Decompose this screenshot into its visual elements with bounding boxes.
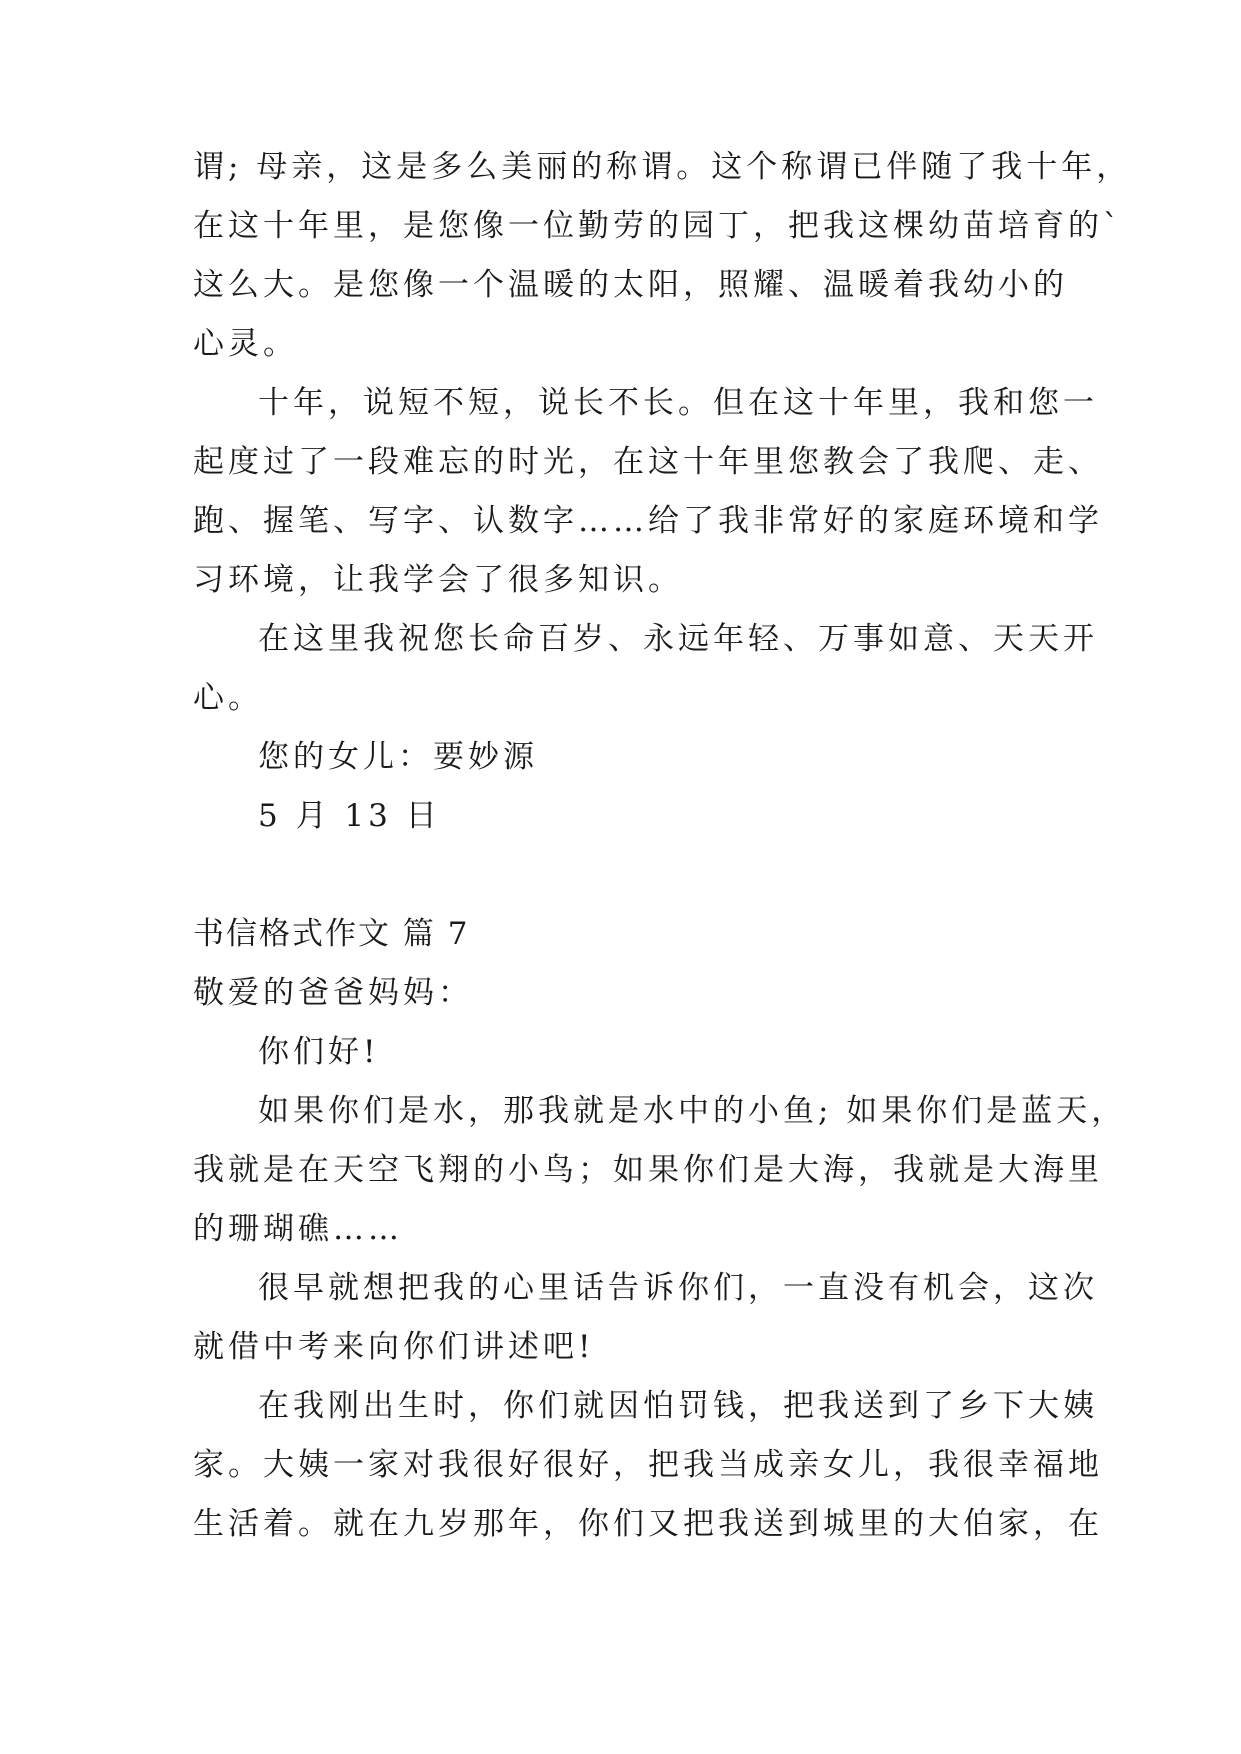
body-text-line: 起度过了一段难忘的时光，在这十年里您教会了我爬、走、	[193, 444, 1103, 480]
body-text-line: 很早就想把我的心里话告诉你们，一直没有机会，这次	[258, 1270, 1098, 1306]
body-text-line: 如果你们是水，那我就是水中的小鱼; 如果你们是蓝天，	[258, 1093, 1127, 1129]
body-text-line: 家。大姨一家对我很好很好，把我当成亲女儿，我很幸福地	[193, 1447, 1103, 1483]
letter-salutation: 敬爱的爸爸妈妈：	[193, 975, 473, 1011]
body-text-line: 心。	[193, 680, 263, 716]
section-heading: 书信格式作文 篇 7	[193, 916, 470, 952]
body-text-line: 我就是在天空飞翔的小鸟；如果你们是大海，我就是大海里	[193, 1152, 1103, 1188]
body-text-line: 在我刚出生时，你们就因怕罚钱，把我送到了乡下大姨	[258, 1388, 1098, 1424]
body-text-line: 在这里我祝您长命百岁、永远年轻、万事如意、天天开	[258, 621, 1098, 657]
body-text-line: 生活着。就在九岁那年，你们又把我送到城里的大伯家，在	[193, 1506, 1103, 1542]
letter-signature: 您的女儿：要妙源	[258, 739, 538, 775]
body-text-line: 心灵。	[193, 326, 298, 362]
letter-date: 5 月 13 日	[258, 798, 441, 834]
letter-greeting: 你们好!	[258, 1034, 380, 1070]
body-text-line: 谓; 母亲，这是多么美丽的称谓。这个称谓已伴随了我十年，	[193, 149, 1132, 185]
body-text-line: 这么大。是您像一个温暖的太阳，照耀、温暖着我幼小的	[193, 267, 1068, 303]
body-text-line: 跑、握笔、写字、认数字……给了我非常好的家庭环境和学	[193, 503, 1103, 539]
body-text-line: 习环境，让我学会了很多知识。	[193, 562, 683, 598]
body-text-line: 就借中考来向你们讲述吧!	[193, 1329, 595, 1365]
body-text-line: 十年，说短不短，说长不长。但在这十年里，我和您一	[258, 385, 1098, 421]
body-text-line: 的珊瑚礁……	[193, 1211, 403, 1247]
body-text-line: 在这十年里，是您像一位勤劳的园丁，把我这棵幼苗培育的`	[193, 208, 1123, 244]
